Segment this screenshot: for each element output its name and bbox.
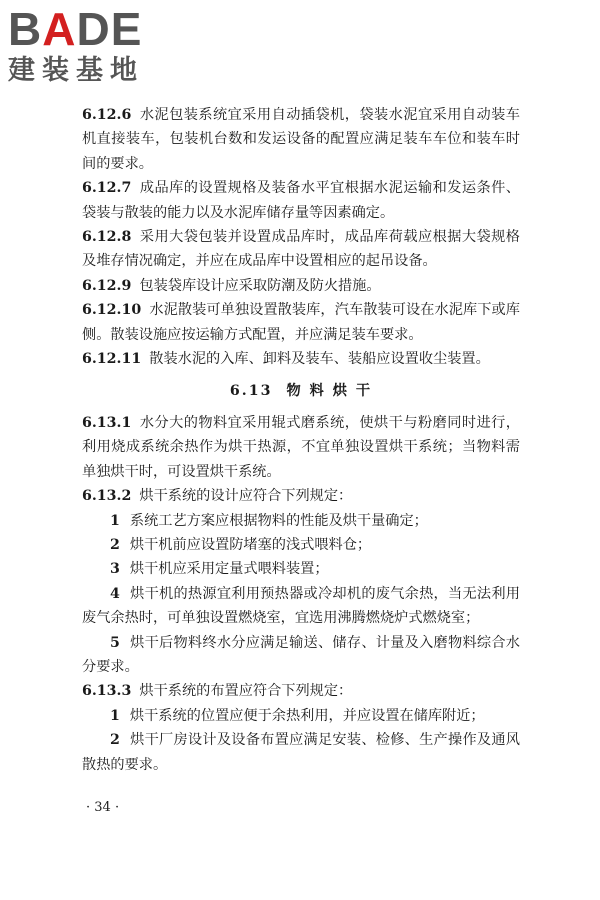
item-text: 烘干机前应设置防堵塞的浅式喂料仓； (129, 536, 372, 553)
clause-number: 6.12.10 (82, 302, 142, 319)
item-text: 烘干机的热源宜利用预热器或冷却机的废气余热，当无法利用废气余热时，可单独设置燃烧室，宜选用沸腾燃烧炉式燃烧室； (82, 585, 520, 627)
clause-number: 6.13.2 (82, 488, 132, 505)
clause-text: 烘干系统的布置应符合下列规定： (139, 683, 353, 700)
clause-paragraph (82, 679, 520, 703)
clause-text: 烘干系统的设计应符合下列规定： (139, 488, 353, 505)
item-text: 烘干厂房设计及设备布置应满足安装、检修、生产操作及通风散热的要求。 (82, 732, 520, 773)
section-heading (82, 379, 520, 403)
clause-paragraph (82, 347, 520, 371)
clause-paragraph (82, 225, 520, 274)
clause-text: 采用大袋包装并设置成品库时，成品库荷载应根据大袋规格及堆存情况确定，并应在成品库中设置相应的起吊设备。 (82, 229, 520, 270)
clause-text: 成品库的设置规格及装备水平宜根据水泥运输和发运条件、袋装与散装的能力以及水泥库储存量等因素确定。 (82, 180, 520, 221)
clause-number: 6.13.1 (82, 414, 132, 431)
clause-paragraph (82, 274, 520, 298)
clause-paragraph (82, 484, 520, 508)
clause-number: 6.13.3 (82, 683, 132, 700)
clause-number: 6.12.11 (82, 351, 142, 368)
page-number: · 34 · (86, 800, 120, 815)
item-text: 烘干后物料终水分应满足输送、储存、计量及入磨物料综合水分要求。 (82, 634, 520, 675)
list-item (82, 631, 520, 680)
clause-paragraph (82, 176, 520, 225)
section-title: 物 料 烘 干 (286, 383, 373, 400)
clause-text: 水分大的物料宜采用辊式磨系统，使烘干与粉磨同时进行，利用烧成系统余热作为烘干热源，不宜单独设置烘干系统；当物料需单独烘干时，可设置烘干系统。 (82, 414, 520, 480)
list-item (82, 533, 520, 557)
clause-number: 6.12.9 (82, 277, 132, 294)
clause-paragraph (82, 298, 520, 347)
list-item (82, 728, 520, 777)
section-number: 6.13 (229, 383, 273, 400)
item-number: 1 (110, 707, 120, 724)
item-text: 系统工艺方案应根据物料的性能及烘干量确定； (129, 512, 428, 529)
logo-mark-accent: A (42, 3, 77, 55)
list-item (82, 509, 520, 533)
item-number: 4 (110, 585, 120, 602)
item-number: 1 (110, 512, 120, 529)
item-number: 3 (110, 561, 120, 578)
clause-number: 6.12.8 (82, 229, 132, 246)
item-text: 烘干系统的位置应便于余热利用，并应设置在储库附近； (129, 707, 485, 724)
document-body (82, 103, 520, 777)
logo-mark (8, 4, 178, 54)
clause-number: 6.12.7 (82, 180, 132, 197)
item-number: 5 (110, 634, 120, 651)
clause-text: 水泥散装可单独设置散装库，汽车散装可设在水泥库下或库侧。散装设施应按运输方式配置，并应满足装车要求。 (82, 302, 520, 343)
logo-mark-suffix: DE (76, 3, 143, 55)
clause-text: 包装袋库设计应采取防潮及防火措施。 (139, 277, 381, 294)
brand-logo (8, 4, 178, 88)
clause-text: 散装水泥的入库、卸料及装车、装船应设置收尘装置。 (149, 351, 490, 368)
list-item (82, 557, 520, 581)
logo-mark-prefix: B (8, 3, 43, 55)
clause-number: 6.12.6 (82, 107, 132, 123)
item-text: 烘干机应采用定量式喂料装置； (129, 561, 329, 578)
clause-paragraph (82, 411, 520, 484)
logo-subtitle: 建装基地 (8, 55, 144, 86)
list-item (82, 582, 520, 631)
clause-paragraph (82, 103, 520, 176)
list-item (82, 704, 520, 728)
item-number: 2 (110, 536, 120, 553)
clause-text: 水泥包装系统宜采用自动插袋机，袋装水泥宜采用自动装车机直接装车，包装机台数和发运设备的配置应满足装车车位和装车时间的要求。 (82, 107, 520, 172)
item-number: 2 (110, 732, 120, 749)
